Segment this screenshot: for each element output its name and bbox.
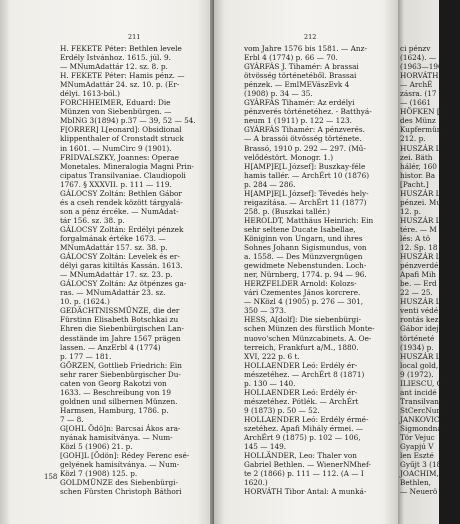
text-line: te 2 (1866) p. 111 — 112. (A — I	[244, 469, 364, 479]
text-line: HERZFELDER Arnold: Kolozs-	[244, 279, 357, 289]
text-line: HUSZÁR L	[400, 143, 441, 153]
text-line: neum 1 (1911) p. 122 — 123.	[244, 116, 352, 126]
text-line: p. 284 — 286.	[244, 179, 296, 189]
text-line: be. — Erd	[400, 279, 437, 289]
text-line: Sohnes Johann Sigismundus, von	[244, 243, 367, 253]
text-line: Közl 5 (1906) 21. p.	[60, 442, 133, 452]
text-line: JANKOVIC	[400, 414, 440, 424]
text-line: zásra. (17	[400, 89, 437, 99]
right-text-column	[244, 44, 394, 496]
text-line: GYÁRFÁS Tihamér: A pénzverés.	[244, 125, 365, 135]
text-line: Königinn von Ungarn, und ihres	[244, 233, 363, 243]
text-line: Erdély Istvánhoz. 1615. júl. 9.	[60, 53, 171, 63]
text-line: mészetéhez. — ArchÉrt 8 (1871)	[244, 369, 365, 379]
text-line: Sigmondna	[400, 423, 442, 433]
next-page-sliver	[398, 0, 446, 524]
text-line: tére. — M	[400, 224, 437, 234]
text-line: vom Jahre 1576 bis 1581. — Anz-	[244, 44, 367, 53]
text-line: GYÁRFÁS J. Tihamér: A brassai	[244, 62, 359, 72]
text-line: 212. p.	[400, 134, 426, 144]
text-line: Gyűjt 3 (18	[400, 460, 442, 470]
text-line: ant incidé	[400, 387, 437, 397]
text-line: pénzverés történetéhez. - Batthyá-	[244, 107, 372, 117]
text-line: Kupfermün	[400, 125, 442, 135]
left-page-number: 211	[128, 33, 141, 41]
text-line: [GOH]L [Ödön]: Rédey Ferenc esé-	[60, 451, 190, 461]
text-line: Gyapjú V	[400, 442, 434, 452]
text-line: ras. — MNumAdattár 23. sz.	[60, 288, 166, 298]
text-line: in 1601. — NumCirc 9 (1901).	[60, 143, 172, 153]
text-line: és a cseh rendek között tárgyalá-	[60, 197, 183, 207]
text-line: Transilvani	[400, 396, 442, 406]
text-line: HUSZÁR L	[400, 252, 441, 262]
text-line: szetéhez. Apafi Mihály érmei. —	[244, 423, 364, 433]
text-line: — MNumAdattár 12. sz. 8. p.	[60, 62, 168, 72]
text-line: 10. p. (1624.)	[60, 297, 110, 307]
text-line: p. 130 — 140.	[244, 378, 296, 388]
text-line: pénzek. — EmlMEVászEvk 4	[244, 80, 350, 90]
text-line: HUSZÁR L	[400, 188, 441, 198]
text-line: hálér, 160	[400, 161, 437, 171]
text-line: Brassó, 1910 p. 292 — 297. (Mű-	[244, 143, 366, 153]
text-line: HUSZÁR L	[400, 351, 441, 361]
text-line: Bethlen,	[400, 478, 431, 488]
left-page	[0, 0, 214, 524]
text-line: 22 — 25.	[400, 288, 433, 298]
text-line: cipatus Transilvaniae. Claudiopoli	[60, 170, 186, 180]
text-line: HÖFKEN [R	[400, 107, 446, 117]
text-line: GEDÄCHTNISSMÜNZE, die der	[60, 306, 180, 316]
text-line: len Eszté	[400, 451, 434, 461]
sliver-text-column	[400, 44, 460, 496]
text-line: [Pacht.]	[400, 179, 429, 189]
text-line: GÁLOCSY Zoltán: Bethlen Gábor	[60, 188, 182, 198]
text-line: GÖRZEN, Gottlieb Friedrich: Ein	[60, 360, 182, 370]
text-line: (1963—196	[400, 62, 443, 72]
text-line: HORVÁTH	[400, 71, 439, 81]
left-text-column	[60, 44, 210, 496]
text-line: GOLDMÜNZE des Siebenbürgi-	[60, 478, 178, 488]
text-line: — (1661	[400, 98, 432, 108]
text-line: terreich, Frankfurt a/M., 1880.	[244, 342, 359, 352]
text-line: HOLLAENDER Leó: Erdély ér-	[244, 387, 358, 397]
text-line: ner, Nürnberg, 1774. p. 94 — 96.	[244, 270, 367, 280]
text-line: 145 — 149.	[244, 442, 287, 452]
right-page-number: 212	[304, 33, 317, 41]
text-line: Gábor idej	[400, 324, 439, 334]
text-line: Fürstinn Elisabeth Botschkai zu	[60, 315, 179, 325]
text-line: FORCHHEIMER, Eduard: Die	[60, 98, 171, 108]
text-line: 1633. — Beschreibung von 19	[60, 387, 172, 397]
text-line: 12. Sp. 18	[400, 243, 438, 253]
text-line: local gold,	[400, 360, 439, 370]
text-line: (1908) p. 34 — 35.	[244, 89, 313, 99]
text-line: sehr rarer Siebenbürgischer Du-	[60, 369, 181, 379]
text-line: XVI, 222 p. 6 t.	[244, 351, 300, 361]
text-line: tár 156. sz. 38. p.	[60, 215, 125, 225]
text-line: goldnen und silbernen Münzen.	[60, 396, 178, 406]
left-footer-number: 158	[44, 473, 58, 481]
text-line: ci pénzv	[400, 44, 431, 53]
text-line: Erbl 4 (1774) p. 66 — 70.	[244, 53, 338, 63]
text-line: Ehren die Siebenbürgischen Lan-	[60, 324, 184, 334]
text-line: rontás kez	[400, 315, 439, 325]
text-line: zei. Bäth	[400, 152, 433, 162]
text-line: — NKözl 4 (1905) p. 276 — 301,	[244, 297, 364, 307]
text-line: 9 (1873) p. 50 — 52.	[244, 405, 320, 415]
text-line: Apafi Mih	[400, 270, 436, 280]
text-line: son a pénz ércéke. — NumAdat-	[60, 206, 179, 216]
text-line: H[AMP]E[L József]: Tévedés hely-	[244, 188, 369, 198]
text-line: GÁLOCSY Zoltán: Levelek és er-	[60, 252, 180, 262]
text-line: lés: A tö	[400, 233, 431, 243]
text-line: p. 177 — 181.	[60, 351, 112, 361]
text-line: F[ORRER] L[eonard]: Obsidional	[60, 125, 182, 135]
text-line: schen Fürsten Christoph Báthori	[60, 487, 182, 497]
text-line: Tör Vejuc	[400, 433, 435, 443]
text-line: — ArchÉ	[400, 80, 433, 90]
text-line: gelyének hamisítványa. — Num-	[60, 460, 180, 470]
text-line: mészetéhez. Pótlék. — ArchÉrt	[244, 396, 359, 406]
text-line: — Neuerö	[400, 487, 438, 497]
text-line: a. 1558. — Des Münzvergnügen	[244, 252, 363, 262]
text-line: HOLLAENDER Leó: Erdély ér-	[244, 360, 358, 370]
text-line: 258. p. (Buszkai tallér.)	[244, 206, 330, 216]
text-line: 7 — 8.	[60, 414, 84, 424]
text-line: 12. p.	[400, 206, 421, 216]
text-line: 1767. § XXXVII. p. 111 — 119.	[60, 179, 172, 189]
text-line: — A brassói ötvösség története.	[244, 134, 362, 144]
text-line: délyi garas kitiltás Kassán. 1613.	[60, 261, 183, 271]
text-line: reigazítása. — ArchÉrt 11 (1877)	[244, 197, 367, 207]
text-line: vári Czementes János korcrere.	[244, 288, 361, 298]
text-line: MNumAdattár 157. sz. 38. p.	[60, 243, 168, 253]
text-line: MNumAdattár 24. sz. 10. p. (Er-	[60, 80, 180, 90]
text-line: Münzen von Siebenbürgen. —	[60, 107, 172, 117]
text-line: — MNumAdattár 17. sz. 23. p.	[60, 270, 173, 280]
text-line: ötvösség történetéből. Brassai	[244, 71, 357, 81]
text-line: desstände im Jahre 1567 prägen	[60, 333, 181, 343]
right-page	[214, 0, 398, 524]
text-line: 350 — 373.	[244, 306, 287, 316]
text-line: velődéstört. Monogr. 1.)	[244, 152, 334, 162]
text-line: H. FEKETE Péter: Bethlen levele	[60, 44, 182, 53]
text-line: történeté	[400, 333, 435, 343]
text-line: Monetales. Mineralogia Magni Prin-	[60, 161, 195, 171]
text-line: hamis tallér. — ArchÉrt 10 (1876)	[244, 170, 370, 180]
text-line: H[AMP]E[L József]: Buszkay-féle	[244, 161, 366, 171]
text-line: (1624). —	[400, 53, 437, 63]
text-line: lassen. — AnzErbl 4 (1774)	[60, 342, 161, 352]
text-line: HORVÁTH Tibor Antal: A munká-	[244, 487, 367, 497]
text-line: MbING 3(1894) p.37 — 39, 52 — 54.	[60, 116, 196, 126]
text-line: 9 (1972).	[400, 369, 434, 379]
text-line: StCercNum	[400, 405, 444, 415]
text-line: pénzei. Mu	[400, 197, 441, 207]
text-line: JOACHIM,	[400, 469, 439, 479]
text-line: HOLLÄNDER, Leo: Thaler von	[244, 451, 357, 461]
text-line: schen Münzen des fürstlich Monte-	[244, 324, 375, 334]
text-line: GYÁRFÁS Tihamér: Az erdélyi	[244, 98, 355, 108]
text-line: ILIESCU, O	[400, 378, 443, 388]
text-line: forgalmának értéke 1673. —	[60, 233, 166, 243]
text-line: H. FEKETE Péter: Hamis pénz. —	[60, 71, 185, 81]
text-line: sehr seltene Ducate Isabellae,	[244, 224, 356, 234]
text-line: HEROLDT, Matthäus Heinrich: Ein	[244, 215, 374, 225]
text-line: histor. Ba	[400, 170, 436, 180]
text-line: pénzverdé	[400, 261, 439, 271]
text-line: HESS, A[dolf]: Die siebenbürgi-	[244, 315, 362, 325]
text-line: FRIDVALSZKY, Joannes: Operae	[60, 152, 179, 162]
text-line: caten von Georg Rakotzi von	[60, 378, 167, 388]
text-line: GÁLOCSY Zoltán: Erdélyi pénzek	[60, 224, 184, 234]
text-line: GÁLOCSY Zoltán: Az ötpénzes ga-	[60, 279, 187, 289]
text-line: G[OHL Ödö]n: Barcsai Ákos ara-	[60, 423, 181, 433]
text-line: (1934) p.	[400, 342, 434, 352]
text-line: gewidmete Nebenstunden. Loch-	[244, 261, 367, 271]
text-line: venti védé	[400, 306, 439, 316]
text-line: 1620.)	[244, 478, 268, 488]
text-line: délyi. 1613-ból.)	[60, 89, 121, 99]
text-line: nuovo'schen Münzcabinets. A. Oe-	[244, 333, 372, 343]
text-line: Közl 7 (1908) 125. p.	[60, 469, 138, 479]
text-line: des Münz	[400, 116, 436, 126]
text-line: nyának hamisítványa. — Num-	[60, 433, 173, 443]
text-line: Gabriel Bethlen. — WienerNMhef-	[244, 460, 371, 470]
text-line: Harmsen, Hamburg, 1786. p.	[60, 405, 169, 415]
text-line: HOLLAENDER Leó: Erdély érmé-	[244, 414, 369, 424]
text-line: ArchÉrt 9 (1875) p. 102 — 106,	[244, 433, 361, 443]
text-line: HUSZÁR L	[400, 215, 441, 225]
text-line: HUSZÁR L	[400, 297, 441, 307]
text-line: klippenthaler of Cronstadt struck	[60, 134, 184, 144]
